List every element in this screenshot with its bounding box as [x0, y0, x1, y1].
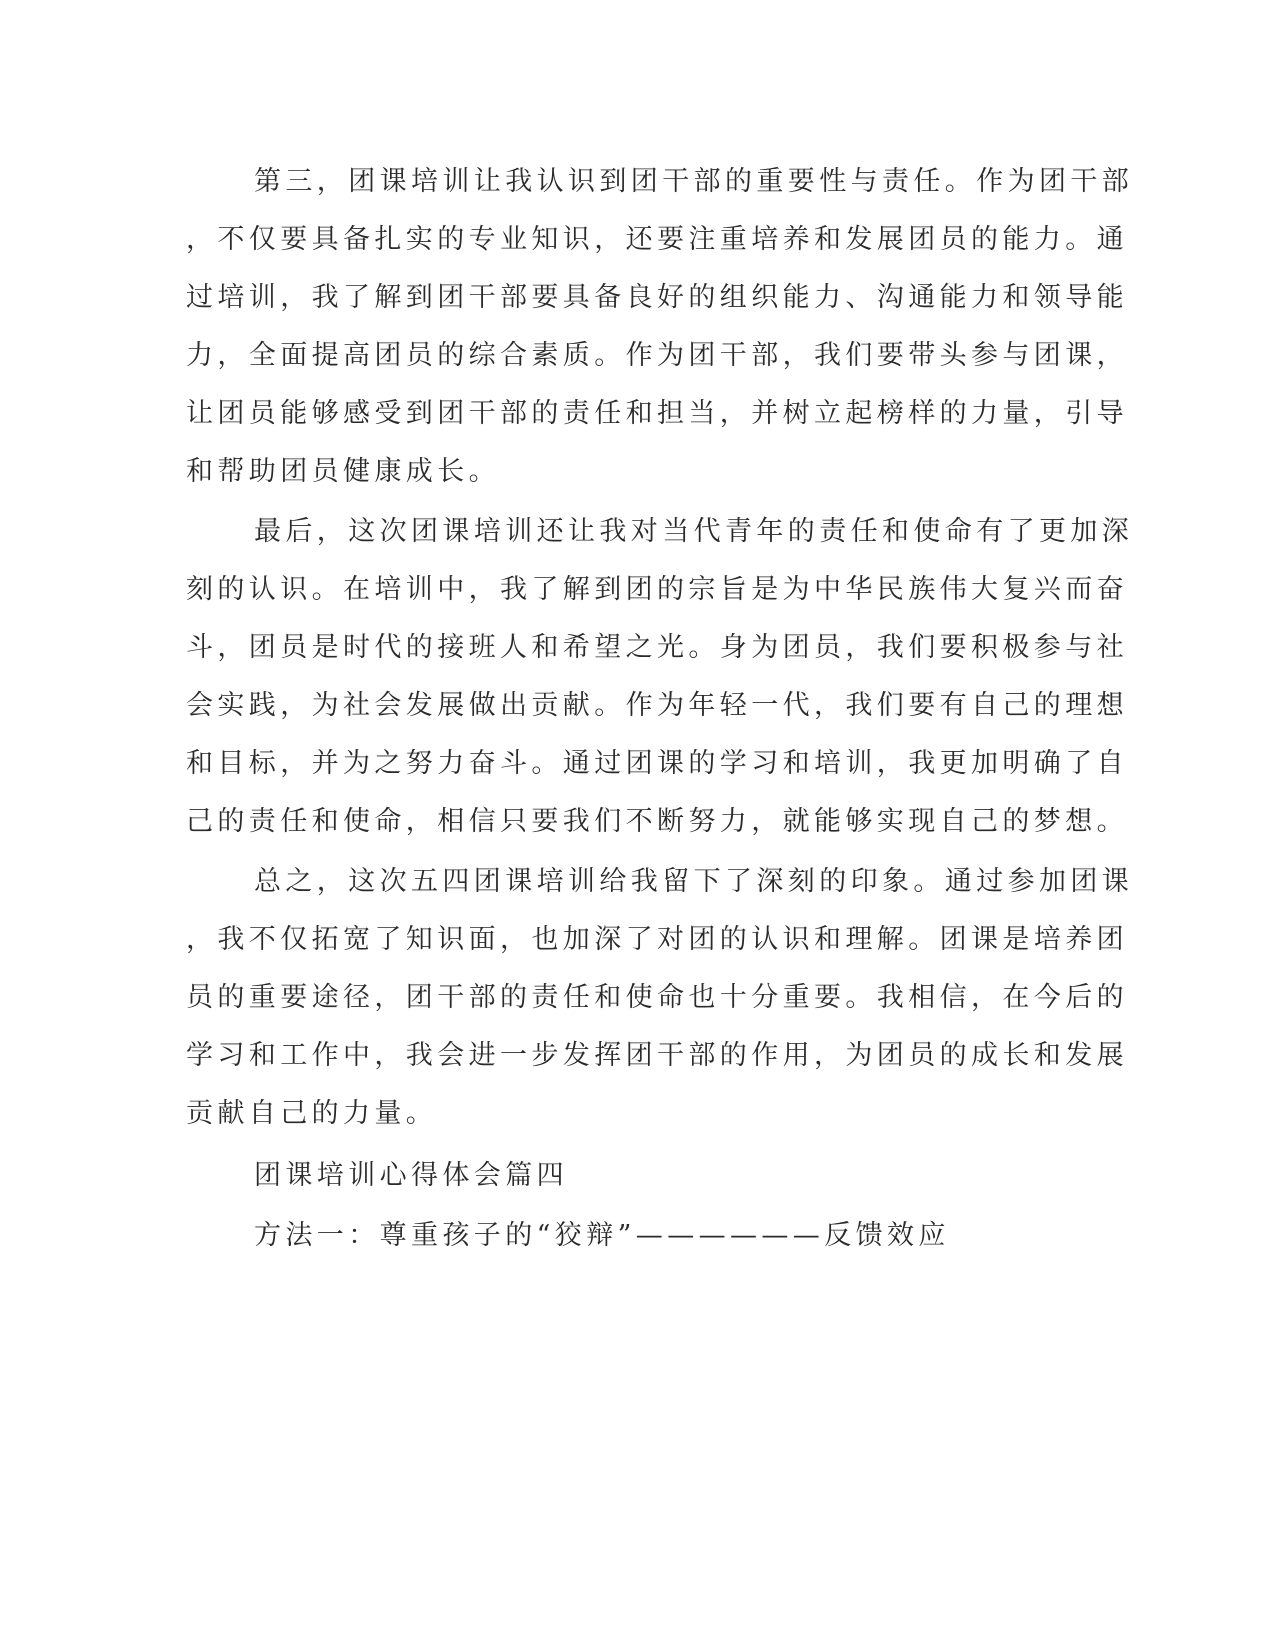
- paragraph-4-line-4: 会实践，为社会发展做出贡献。作为年轻一代，我们要有自己的理想: [186, 690, 1128, 721]
- paragraph-3-line-3: 过培训，我了解到团干部要具备良好的组织能力、沟通能力和领导能: [186, 282, 1128, 313]
- paragraph-5-line-3: 员的重要途径，团干部的责任和使命也十分重要。我相信，在今后的: [186, 982, 1128, 1013]
- paragraph-3-line-1: 第三，团课培训让我认识到团干部的重要性与责任。作为团干部: [254, 166, 1134, 197]
- paragraph-4-line-1: 最后，这次团课培训还让我对当代青年的责任和使命有了更加深: [254, 516, 1134, 547]
- paragraph-4-line-3: 斗，团员是时代的接班人和希望之光。身为团员，我们要积极参与社: [186, 632, 1128, 663]
- paragraph-5-line-4: 学习和工作中，我会进一步发挥团干部的作用，为团员的成长和发展: [186, 1040, 1128, 1071]
- paragraph-5-line-1: 总之，这次五四团课培训给我留下了深刻的印象。通过参加团课: [254, 866, 1134, 897]
- paragraph-5-line-2: ，我不仅拓宽了知识面，也加深了对团的认识和理解。团课是培养团: [186, 924, 1128, 955]
- method-heading: 方法一：尊重孩子的“狡辩”——————反馈效应: [254, 1220, 950, 1251]
- paragraph-5-line-5: 贡献自己的力量。: [186, 1098, 438, 1129]
- paragraph-3-line-2: ，不仅要具备扎实的专业知识，还要注重培养和发展团员的能力。通: [186, 224, 1128, 255]
- paragraph-4-line-2: 刻的认识。在培训中，我了解到团的宗旨是为中华民族伟大复兴而奋: [186, 574, 1128, 605]
- paragraph-3-line-5: 让团员能够感受到团干部的责任和担当，并树立起榜样的力量，引导: [186, 398, 1128, 429]
- paragraph-3-line-4: 力，全面提高团员的综合素质。作为团干部，我们要带头参与团课，: [186, 340, 1128, 371]
- paragraph-4-line-6: 己的责任和使命，相信只要我们不断努力，就能够实现自己的梦想。: [186, 806, 1128, 837]
- section-heading: 团课培训心得体会篇四: [254, 1160, 568, 1191]
- paragraph-4-line-5: 和目标，并为之努力奋斗。通过团课的学习和培训，我更加明确了自: [186, 748, 1128, 779]
- paragraph-3-line-6: 和帮助团员健康成长。: [186, 456, 500, 487]
